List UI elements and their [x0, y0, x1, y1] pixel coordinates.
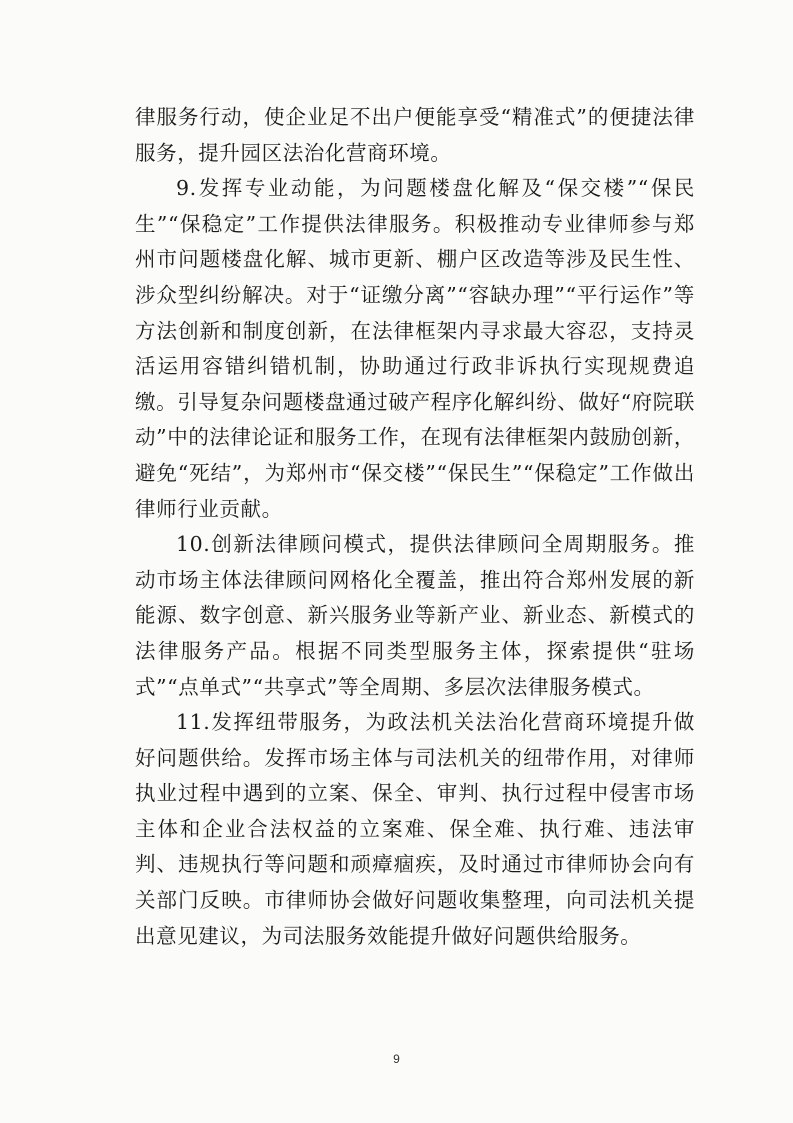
page-number: 9 — [393, 1052, 400, 1066]
paragraph-item-10: 10.创新法律顾问模式，提供法律顾问全周期服务。推动市场主体法律顾问网格化全覆盖，推出符合郑州发展的新能源、数字创意、新兴服务业等新产业、新业态、新模式的法律服务产品。根据不同类型服务主体，探索提供“驻场式”“点单式”“共享式”等全周期、多层次法律服务模式。 — [135, 532, 695, 699]
document-body — [135, 100, 695, 954]
paragraph-item-9: 9.发挥专业动能，为问题楼盘化解及“保交楼”“保民生”“保稳定”工作提供法律服务。积极推动专业律师参与郑州市问题楼盘化解、城市更新、棚户区改造等涉及民生性、涉众型纠纷解决。对于“证缴分离”“容缺办理”“平行运作”等方法创新和制度创新，在法律框架内寻求最大容忍，支持灵活运用容错纠错机制，协助通过行政非诉执行实现规费追缴。引导复杂问题楼盘通过破产程序化解纠纷、做好“府院联动”中的法律论证和服务工作，在现有法律框架内鼓励创新，避免“死结”，为郑州市“保交楼”“保民生”“保稳定”工作做出律师行业贡献。 — [135, 176, 695, 521]
paragraph-item-11: 11.发挥纽带服务，为政法机关法治化营商环境提升做好问题供给。发挥市场主体与司法机关的纽带作用，对律师执业过程中遇到的立案、保全、审判、执行过程中侵害市场主体和企业合法权益的立案难、保全难、执行难、违法审判、违规执行等问题和顽瘴痼疾，及时通过市律师协会向有关部门反映。市律师协会做好问题收集整理，向司法机关提出意见建议，为司法服务效能提升做好问题供给服务。 — [135, 710, 695, 948]
paragraph-continuation: 律服务行动，使企业足不出户便能享受“精准式”的便捷法律服务，提升园区法治化营商环境。 — [135, 105, 695, 165]
